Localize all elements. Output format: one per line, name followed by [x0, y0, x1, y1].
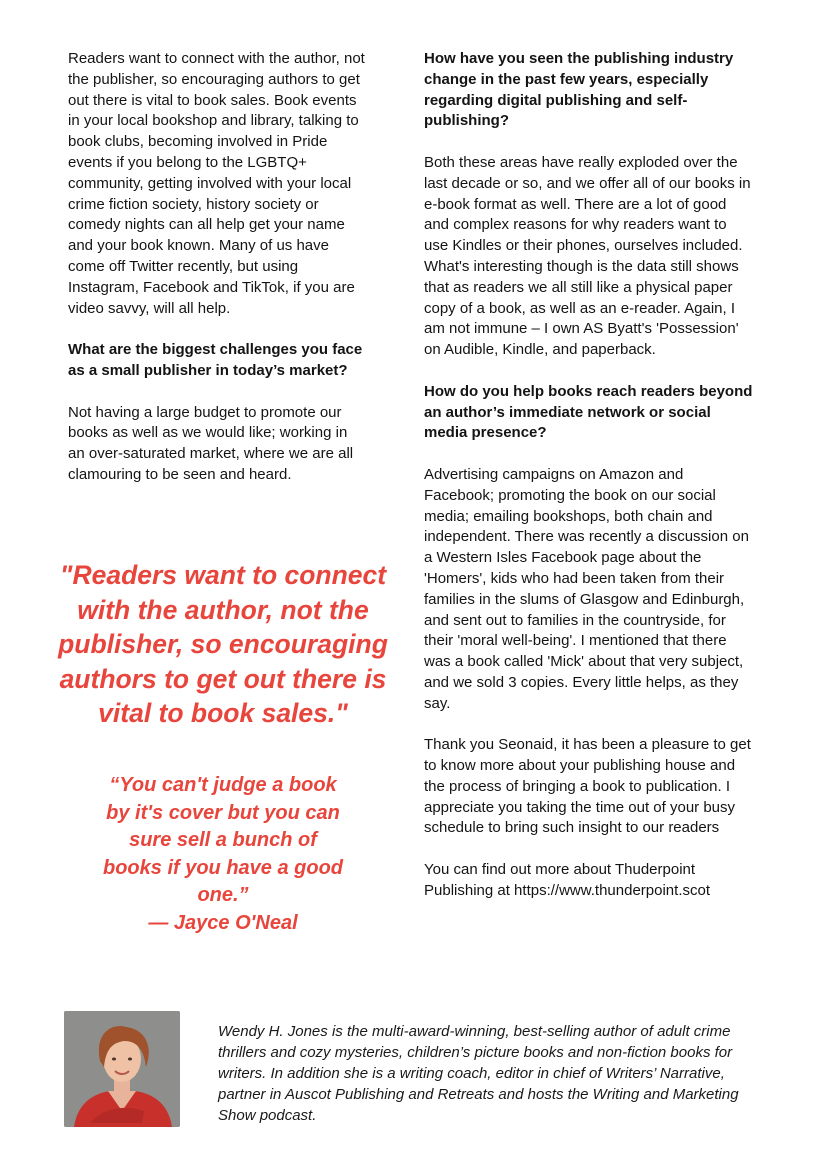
- cover-quote-text: “You can't judge a book by it's cover but you can sure sell a bunch of books if you have a good one.”: [102, 774, 344, 906]
- cover-quote-attribution: — Jayce O'Neal: [148, 911, 298, 934]
- intro-paragraph: Readers want to connect with the author, not the publisher, so encouraging authors to get out there is vital to book sales. Book events in your local bookshop and library, talking to book clubs, becoming involved in Pride events if you belong to the LGBTQ+ community, getting involved with your local crime fiction society, history society or comedy nights can all help get your name and your book known. Many of us have come off Twitter recently, but using Instagram, Facebook and TikTok, if you are video savvy, will all help.: [68, 50, 365, 317]
- question-reach-readers: How do you help books reach readers beyond an author’s immediate network or social media presence?: [424, 382, 753, 442]
- question-industry-change: How have you seen the publishing industry change in the past few years, especially regarding digital publishing and self-publishing?: [424, 50, 734, 130]
- author-portrait-icon: [64, 1011, 180, 1127]
- author-bio: Wendy H. Jones is the multi-award-winning, best-selling author of adult crime thrillers and cozy mysteries, children’s picture books and non-fiction books for writers. In addition she is a writing coach, editor in chief of Writers’ Narrative, partner in Auscot Publishing and Retreats and hosts the Writing and Marketing Show podcast.: [218, 1023, 739, 1124]
- more-info-paragraph: You can find out more about Thuderpoint Publishing at https://www.thunderpoint.scot: [424, 861, 710, 899]
- answer-reach-readers: Advertising campaigns on Amazon and Facebook; promoting the book on our social media; emailing bookshops, both chain and independent. There was recently a discussion on a Western Isles Facebook page about the 'Homers', kids who had been taken from their families in the slums of Glasgow and Edinburgh, and sent out to families in the countryside, for their 'moral well-being'. I mentioned that there was a book called 'Mick' about that very subject, and we sold 3 copies. Every little helps, as they say.: [424, 465, 749, 712]
- left-column: [68, 49, 368, 507]
- right-column: [424, 49, 754, 922]
- thank-you-paragraph: Thank you Seonaid, it has been a pleasure to get to know more about your publishing house and the process of bringing a book to publication. I appreciate you taking the time out of your busy schedule to bring such insight to our readers: [424, 736, 751, 837]
- author-photo: [64, 1011, 180, 1127]
- pull-quote: "Readers want to connect with the author, not the publisher, so encouraging authors to get out there is vital to book sales.": [58, 560, 388, 728]
- answer-challenges: Not having a large budget to promote our books as well as we would like; working in an over-saturated market, where we are all clamouring to be seen and heard.: [68, 403, 354, 483]
- cover-quote: [100, 772, 346, 937]
- question-challenges: What are the biggest challenges you face as a small publisher in today’s market?: [68, 341, 363, 379]
- answer-industry-change: Both these areas have really exploded over the last decade or so, and we offer all of our books in e-book format as well. There are a lot of good and complex reasons for why readers want to use Kindles or their phones, ourselves included. What's interesting though is the data still shows that as readers we all still like a physical paper copy of a book, as well as an e-reader. Again, I am not immune – I own AS Byatt's 'Possession' on Audible, Kindle, and paperback.: [424, 153, 751, 359]
